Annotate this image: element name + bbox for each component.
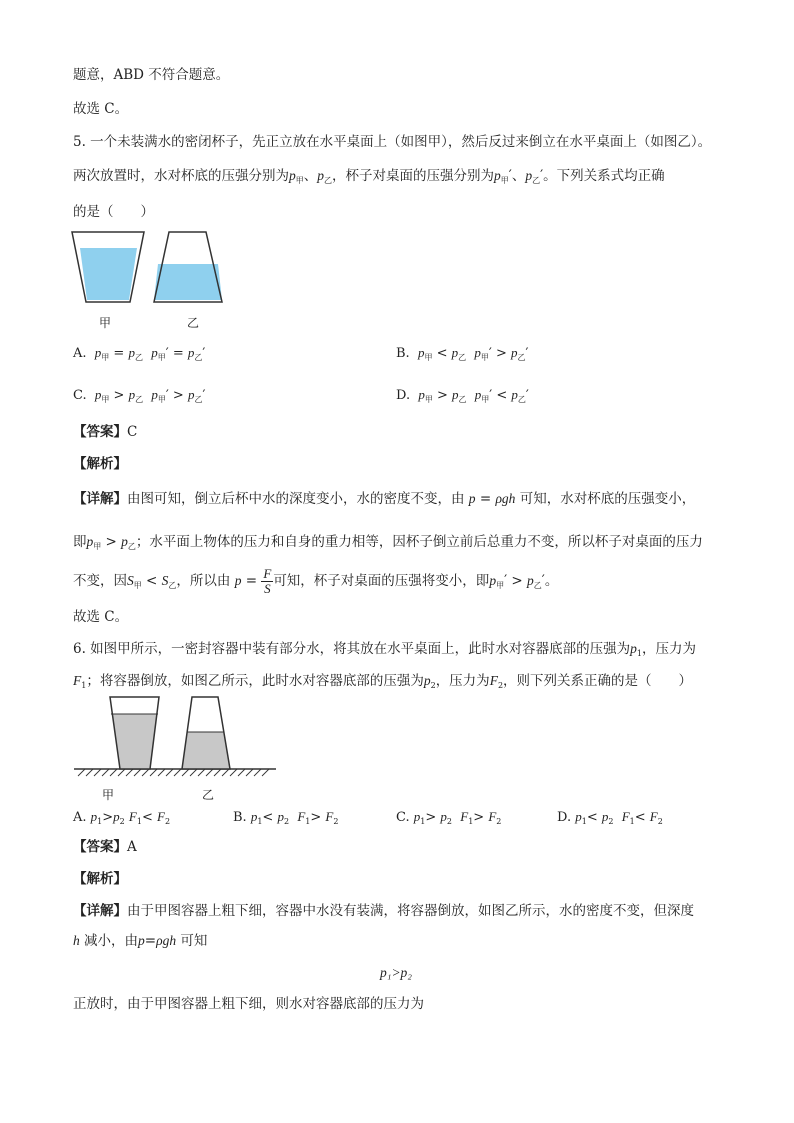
table-hatch: [78, 769, 269, 776]
analysis-tag: 【解析】: [73, 456, 127, 472]
detail-line3: 不变，因$S_甲 < S_乙$，所以由 p = $\frac{F}{S}$ 可知，杯子对桌面的压强将变小，即$p_甲' > p_乙'$。: [73, 566, 559, 596]
answer: 【答案】A: [73, 839, 137, 855]
detail-line2: h 减小，由p=ρgh 可知: [73, 933, 208, 949]
analysis-tag: 【解析】: [73, 871, 127, 887]
cup-figure: [70, 228, 230, 308]
option-a: A. $p_甲 = p_乙$ $p_甲' = p_乙'$: [73, 345, 206, 362]
water-fill-b: [154, 264, 222, 300]
detail-line2: 即$p_甲 > p_乙$；水平面上物体的压力和自身的重力相等，因杯子倒立前后总重力不变，所以杯子对桌面的压力: [73, 534, 703, 551]
figure-label-a: 甲: [102, 788, 115, 802]
figure-label-a: 甲: [99, 316, 112, 330]
container-figure: [72, 694, 280, 780]
option-d: D. $p_甲 > p_乙$ $p_甲' < p_乙'$: [396, 387, 529, 404]
option-a: A. $p_1>p_2$ $F_1< F_2$: [73, 809, 171, 826]
option-c: C. $p_甲 > p_乙$ $p_甲' > p_乙'$: [73, 387, 206, 404]
figure-label-b: 乙: [187, 316, 200, 330]
question-5-stem: 5. 一个未装满水的密闭杯子，先正立放在水平桌面上（如图甲），然后反过来倒立在水平桌面上（如图乙）。: [73, 134, 712, 150]
detail-line1: 【详解】由于甲图容器上粗下细，容器中水没有装满，将容器倒放，如图乙所示，水的密度不变，但深度: [73, 903, 694, 919]
answer: 【答案】C: [73, 424, 138, 440]
detail-line3: 正放时，由于甲图容器上粗下细，则水对容器底部的压力为: [73, 996, 424, 1012]
question-5-stem-line2: 两次放置时，水对杯底的压强分别为$p_甲$、$p_乙$，杯子对桌面的压强分别为$p_甲'$、$p_乙'$。下列关系式均正确: [73, 168, 665, 185]
option-c: C. $p_1> p_2$ $F_1> F_2$: [396, 809, 502, 826]
text-line: 故选 C。: [73, 101, 129, 117]
question-5-stem-line3: 的是（ ）: [73, 204, 154, 220]
text-line: 题意，ABD 不符合题意。: [73, 67, 230, 83]
question-6-stem: 6. 如图甲所示，一密封容器中装有部分水，将其放在水平桌面上，此时水对容器底部的压强为$p_1$，压力为: [73, 641, 697, 658]
centered-formula: p₁>p₂: [380, 965, 412, 980]
conclusion: 故选 C。: [73, 609, 129, 625]
water-fill-a: [80, 248, 137, 300]
option-b: B. $p_1< p_2$ $F_1> F_2$: [233, 809, 339, 826]
option-b: B. $p_甲 < p_乙$ $p_甲' > p_乙'$: [396, 345, 529, 362]
option-d: D. $p_1< p_2$ $F_1< F_2$: [557, 809, 663, 826]
question-6-stem-line2: $F_1$；将容器倒放，如图乙所示，此时水对容器底部的压强为$p_2$，压力为$F_2$，则下列关系正确的是（ ）: [73, 673, 693, 690]
detail-line1: 【详解】由图可知，倒立后杯中水的深度变小，水的密度不变，由 p = ρgh 可知，水对杯底的压强变小，: [73, 491, 696, 507]
figure-label-b: 乙: [202, 788, 215, 802]
water-fill-b: [182, 732, 230, 769]
